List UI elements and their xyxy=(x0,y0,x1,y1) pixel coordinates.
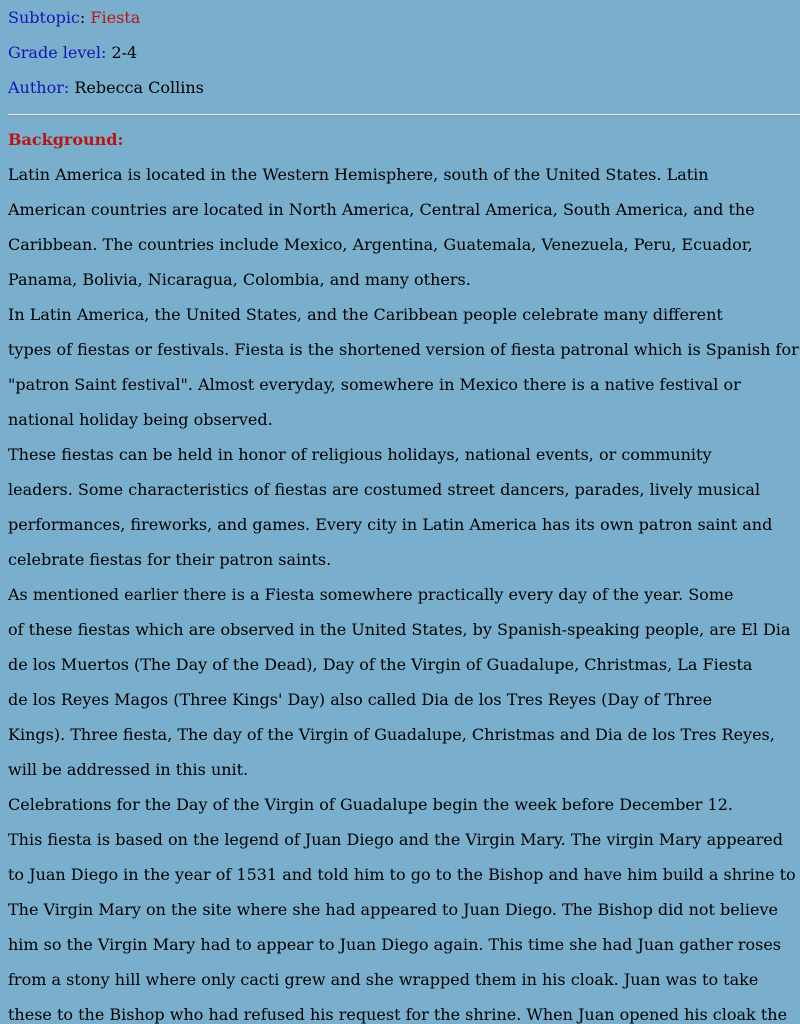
background-line: performances, fireworks, and games. Every city in Latin America has its own patron saint and xyxy=(8,515,773,534)
background-line: Latin America is located in the Western Hemisphere, south of the United States. Latin xyxy=(8,165,709,184)
background-line: These fiestas can be held in honor of religious holidays, national events, or community xyxy=(8,445,712,464)
background-line: The Virgin Mary on the site where she had appeared to Juan Diego. The Bishop did not believe xyxy=(8,900,778,919)
background-line: from a stony hill where only cacti grew and she wrapped them in his cloak. Juan was to take xyxy=(8,970,759,989)
background-line: Caribbean. The countries include Mexico, Argentina, Guatemala, Venezuela, Peru, Ecuador, xyxy=(8,235,753,254)
background-line: "patron Saint festival". Almost everyday, somewhere in Mexico there is a native festival or xyxy=(8,375,741,394)
grade-level-row xyxy=(8,43,137,63)
background-line: American countries are located in North America, Central America, South America, and the xyxy=(8,200,755,219)
background-line: In Latin America, the United States, and the Caribbean people celebrate many different xyxy=(8,305,723,324)
background-line: national holiday being observed. xyxy=(8,410,273,429)
subtopic-colon: : xyxy=(79,8,86,27)
background-line: Panama, Bolivia, Nicaragua, Colombia, and many others. xyxy=(8,270,471,289)
background-line: leaders. Some characteristics of fiestas are costumed street dancers, parades, lively musical xyxy=(8,480,761,499)
subtopic-label: Subtopic xyxy=(8,8,80,27)
background-line: Kings). Three fiesta, The day of the Virgin of Guadalupe, Christmas and Dia de los Tres Reyes, xyxy=(8,725,775,744)
background-line: As mentioned earlier there is a Fiesta somewhere practically every day of the year. Some xyxy=(8,585,734,604)
subtopic-row xyxy=(8,8,140,28)
background-line: de los Reyes Magos (Three Kings' Day) also called Dia de los Tres Reyes (Day of Three xyxy=(8,690,713,709)
background-line: This fiesta is based on the legend of Juan Diego and the Virgin Mary. The virgin Mary appeared xyxy=(8,830,783,849)
subtopic-value: Fiesta xyxy=(90,8,141,27)
author-label: Author: xyxy=(8,78,70,97)
background-line: de los Muertos (The Day of the Dead), Day of the Virgin of Guadalupe, Christmas, La Fiesta xyxy=(8,655,753,674)
background-line: these to the Bishop who had refused his request for the shrine. When Juan opened his cloak the xyxy=(8,1005,788,1024)
grade-level-value: 2-4 xyxy=(111,43,138,62)
horizontal-divider xyxy=(8,114,800,116)
background-line: types of fiestas or festivals. Fiesta is the shortened version of fiesta patronal which is Spanish for xyxy=(8,340,799,359)
background-line: of these fiestas which are observed in the United States, by Spanish-speaking people, are El Dia xyxy=(8,620,791,639)
author-row xyxy=(8,78,204,98)
background-line: Celebrations for the Day of the Virgin of Guadalupe begin the week before December 12. xyxy=(8,795,733,814)
grade-level-label: Grade level: xyxy=(8,43,107,62)
author-value: Rebecca Collins xyxy=(74,78,204,97)
background-line: celebrate fiestas for their patron saints. xyxy=(8,550,332,569)
background-heading: Background: xyxy=(8,130,124,149)
background-line: will be addressed in this unit. xyxy=(8,760,249,779)
background-line: to Juan Diego in the year of 1531 and told him to go to the Bishop and have him build a shrine to xyxy=(8,865,796,884)
background-line: him so the Virgin Mary had to appear to Juan Diego again. This time she had Juan gather roses xyxy=(8,935,781,954)
